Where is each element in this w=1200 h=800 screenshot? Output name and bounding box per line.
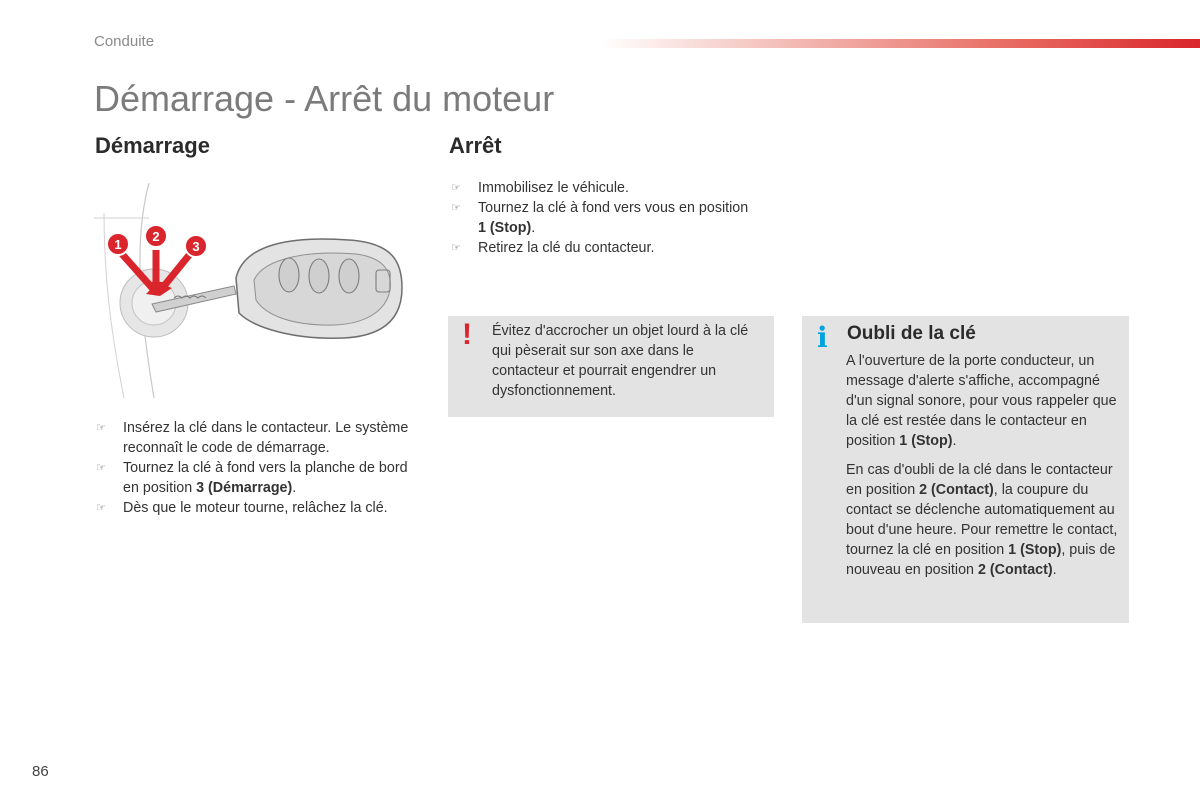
stop-heading: Arrêt xyxy=(449,133,502,158)
info-text: , la coupure du contact se déclenche automatiquement au bout d'une heure. Pour remettre le contact, tournez la clé en position xyxy=(846,482,1118,558)
hand-pointer-icon: ☞ xyxy=(96,422,106,434)
list-item xyxy=(449,198,749,238)
warning-box xyxy=(448,316,774,417)
info-icon: i xyxy=(817,321,828,354)
punctuation: . xyxy=(952,433,957,449)
start-heading: Démarrage xyxy=(95,133,210,158)
info-title: Oubli de la clé xyxy=(847,323,976,344)
list-item xyxy=(94,418,424,458)
step-text: Insérez la clé dans le contacteur. Le système reconnaît le code de démarrage. xyxy=(123,420,409,456)
punctuation: . xyxy=(531,220,536,236)
step-text: Dès que le moteur tourne, relâchez la clé. xyxy=(123,500,388,516)
list-item xyxy=(449,238,749,258)
position-label: 2 (Contact) xyxy=(977,562,1053,578)
callout-3 xyxy=(185,235,207,257)
list-item xyxy=(449,178,749,198)
position-label: 1 (Stop) xyxy=(899,433,953,449)
step-text: Tournez la clé à fond vers vous en position xyxy=(478,200,749,216)
hand-pointer-icon: ☞ xyxy=(96,462,106,474)
hand-pointer-icon: ☞ xyxy=(96,502,106,514)
warning-text: Évitez d'accrocher un objet lourd à la clé qui pèserait sur son axe dans le contacteur et pourrait engendrer un dysfonctionnement. xyxy=(492,323,749,399)
svg-text:3: 3 xyxy=(192,239,200,254)
position-label: 3 (Démarrage) xyxy=(196,480,293,496)
hand-pointer-icon: ☞ xyxy=(451,202,461,214)
info-box xyxy=(802,316,1129,623)
step-text: Tournez la clé à fond vers la planche de bord en position xyxy=(123,460,408,496)
step-text: Immobilisez le véhicule. xyxy=(478,180,629,196)
punctuation: . xyxy=(292,480,297,496)
position-label: 2 (Contact) xyxy=(919,482,994,498)
start-steps xyxy=(94,418,424,518)
page-title: Démarrage - Arrêt du moteur xyxy=(94,78,555,119)
info-text: A l'ouverture de la porte conducteur, un message d'alerte s'affiche, accompagné d'un signal sonore, pour vous rappeler que la clé est restée dans le contacteur en position xyxy=(846,353,1117,449)
position-label: 1 (Stop) xyxy=(478,220,532,236)
header-rule xyxy=(600,39,1200,48)
section-label: Conduite xyxy=(94,33,155,50)
info-paragraph xyxy=(846,460,1126,580)
info-text: , puis de nouveau en position xyxy=(846,542,1116,578)
page-number: 86 xyxy=(32,763,49,780)
stop-steps xyxy=(449,178,749,258)
hand-pointer-icon: ☞ xyxy=(451,242,461,254)
svg-text:2: 2 xyxy=(152,229,160,244)
step-text: Retirez la clé du contacteur. xyxy=(478,240,655,256)
list-item xyxy=(94,498,424,518)
info-paragraph xyxy=(846,351,1126,451)
warning-icon: ! xyxy=(462,318,472,351)
svg-text:1: 1 xyxy=(114,237,122,252)
punctuation: . xyxy=(1052,562,1057,578)
callout-1 xyxy=(107,233,129,255)
callout-2 xyxy=(145,225,167,247)
position-label: 1 (Stop) xyxy=(1008,542,1062,558)
hand-pointer-icon: ☞ xyxy=(451,182,461,194)
list-item xyxy=(94,458,424,498)
ignition-key-illustration xyxy=(94,178,414,403)
info-text: En cas d'oubli de la clé dans le contacteur en position xyxy=(846,462,1113,498)
